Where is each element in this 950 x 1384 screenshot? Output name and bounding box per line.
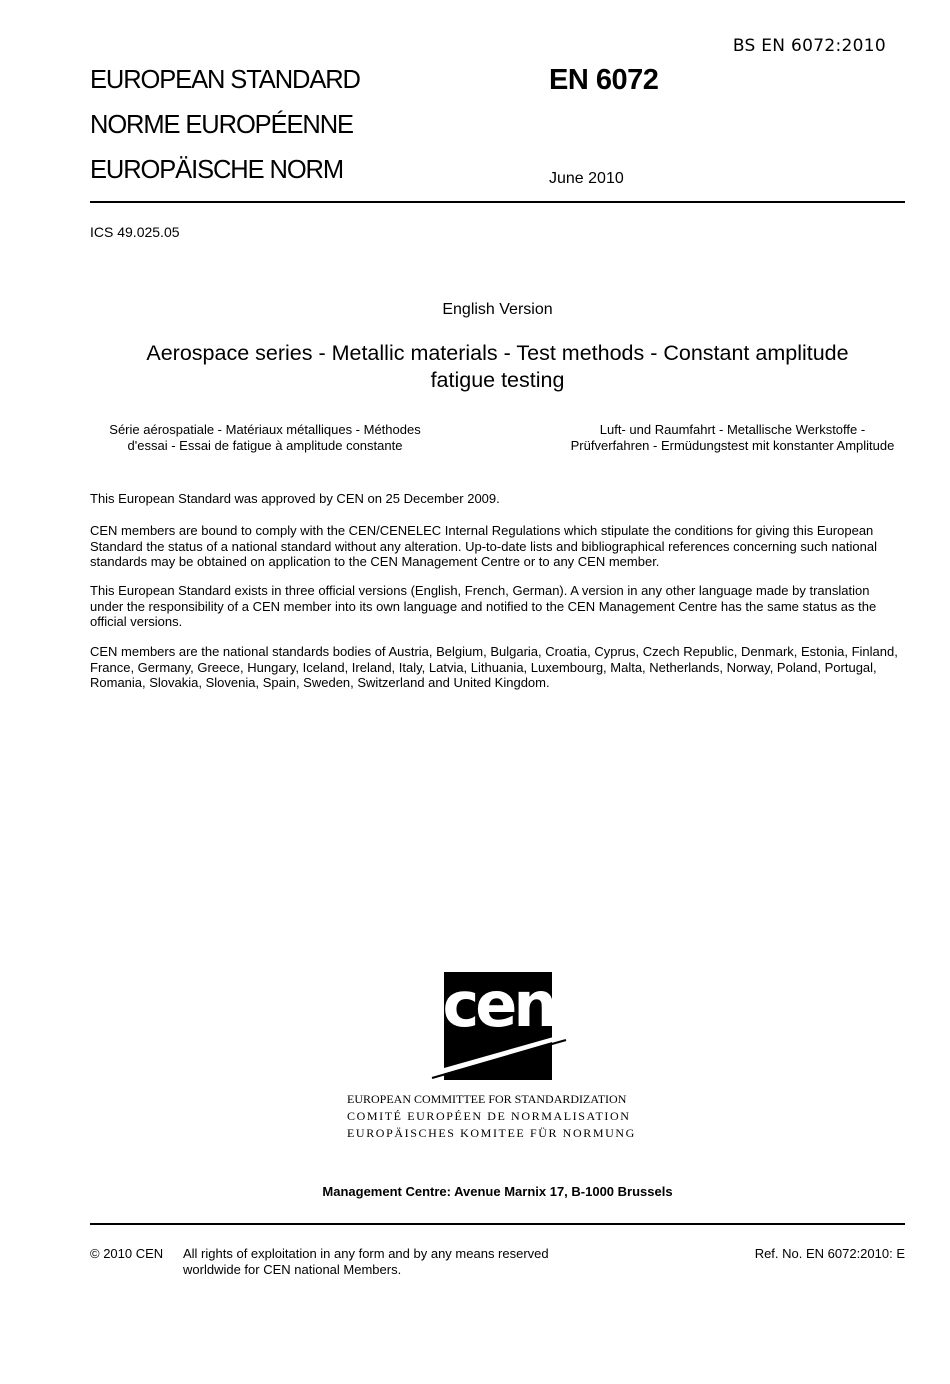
cen-logo-text: cen <box>442 970 554 1041</box>
paragraph-text: This European Standard exists in three official versions (English, French, German). A version in any other language made by translation under the responsibility of a CEN member into its own language and notified to the CEN Management Centre has the same status as the official versions. <box>90 583 877 630</box>
title-french: Série aérospatiale - Matériaux métalliques - Méthodes d'essai - Essai de fatigue à amplitude constante <box>109 422 421 453</box>
rights-notice <box>183 1246 603 1277</box>
document-title: Aerospace series - Metallic materials - Test methods - Constant amplitude fatigue testing <box>146 341 849 392</box>
management-centre-address: Management Centre: Avenue Marnix 17, B-1000 Brussels <box>322 1184 673 1199</box>
publication-date: June 2010 <box>549 170 624 187</box>
versions-paragraph <box>90 583 905 630</box>
members-paragraph <box>90 644 905 691</box>
regulations-paragraph <box>90 523 905 570</box>
standard-name-fr: NORME EUROPÉENNE <box>90 111 353 139</box>
bs-reference: BS EN 6072:2010 <box>732 36 886 56</box>
en-number: EN 6072 <box>549 64 659 96</box>
rights-line-1: All rights of exploitation in any form and by any means reserved <box>183 1246 549 1261</box>
footer-divider <box>90 1223 905 1225</box>
rights-line-2: worldwide for CEN national Members. <box>183 1261 402 1277</box>
title-german: Luft- und Raumfahrt - Metallische Werkstoffe - Prüfverfahren - Ermüdungstest mit konstanter Amplitude <box>570 422 895 453</box>
committee-names <box>347 1091 657 1142</box>
standard-name-de: EUROPÄISCHE NORM <box>90 156 344 184</box>
paragraph-text: This European Standard was approved by CEN on 25 December 2009. <box>90 491 500 506</box>
committee-name-en: EUROPEAN COMMITTEE FOR STANDARDIZATION <box>347 1092 627 1106</box>
committee-name-fr: COMITÉ EUROPÉEN DE NORMALISATION <box>347 1109 631 1123</box>
standard-name-en: EUROPEAN STANDARD <box>90 66 360 94</box>
paragraph-text: CEN members are the national standards bodies of Austria, Belgium, Bulgaria, Croatia, Cyprus, Czech Republic, Denmark, Estonia, Finland, France, Germany, Greece, Hungary, Iceland, Ireland, Italy, Latvia, Lithuania, Luxembourg, Malta, Netherlands, Norway, Poland, Portugal, Romania, Slovakia, Slovenia, Spain, Sweden, Switzerland and United Kingdom. <box>90 644 898 691</box>
cen-logo-icon <box>430 970 570 1082</box>
header-divider <box>90 201 905 203</box>
approval-paragraph <box>90 491 905 507</box>
ics-code: ICS 49.025.05 <box>90 224 180 240</box>
committee-name-de: EUROPÄISCHES KOMITEE FÜR NORMUNG <box>347 1126 636 1140</box>
copyright: © 2010 CEN <box>90 1246 164 1261</box>
version-label: English Version <box>442 301 553 318</box>
reference-number: Ref. No. EN 6072:2010: E <box>754 1246 905 1261</box>
paragraph-text: CEN members are bound to comply with the CEN/CENELEC Internal Regulations which stipulate the conditions for giving this European Standard the status of a national standard without any alteration. Up-to-date lists and bibliographical references concerning such national standards may be obtained on application to the CEN Management Centre or to any CEN member. <box>90 523 877 570</box>
